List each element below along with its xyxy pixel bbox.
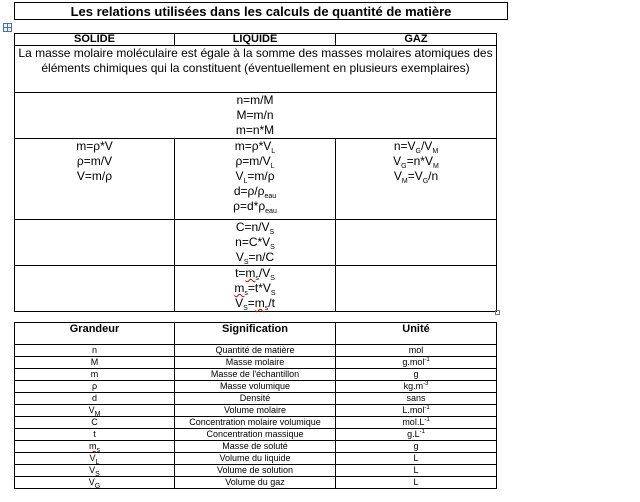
signification-cell: Masse de soluté xyxy=(175,441,336,453)
header-signification: Signification xyxy=(175,323,336,345)
grandeur-cell: M xyxy=(15,357,175,369)
unite-cell: $g.L^{-1}$ xyxy=(336,429,497,441)
formula: $V_M=V_G/n$ xyxy=(393,169,439,185)
unite-cell: $mol.L^{-1}$ xyxy=(336,417,497,429)
liquide-concentration-formulas xyxy=(175,220,336,266)
grandeur-cell: $V_L$ xyxy=(15,453,175,465)
units-row xyxy=(15,405,497,417)
grandeur-cell: t xyxy=(15,429,175,441)
grandeur-cell: m xyxy=(15,369,175,381)
signification-cell: Densité xyxy=(175,393,336,405)
density-row xyxy=(15,139,497,220)
units-header-row xyxy=(15,323,497,345)
formula: $t=m_s/V_S$ xyxy=(235,266,275,282)
formula: M=m/n xyxy=(236,108,274,122)
formula: $n=V_G/V_M$ xyxy=(393,139,439,155)
formula: $d=\rho/\rho_{eau}$ xyxy=(233,184,277,200)
formula: $\rho=d*\rho_{eau}$ xyxy=(233,199,277,215)
signification-cell: Concentration massique xyxy=(175,429,336,441)
header-liquide: LIQUIDE xyxy=(175,34,336,46)
relations-table xyxy=(14,33,497,312)
signification-cell: Volume molaire xyxy=(175,405,336,417)
header-solide: SOLIDE xyxy=(15,34,175,46)
formula: $V_S=n/C$ xyxy=(235,250,275,266)
formula: $m_s=t*V_S$ xyxy=(234,281,276,297)
grandeur-cell: ρ xyxy=(15,381,175,393)
page-title: Les relations utilisées dans les calculs de quantité de matière xyxy=(14,2,508,20)
mass-concentration-row xyxy=(15,266,497,312)
unite-cell: sans xyxy=(336,393,497,405)
formula: m=ρ*V xyxy=(76,139,113,153)
liquide-density-formulas xyxy=(175,139,336,220)
header-unite: Unité xyxy=(336,323,497,345)
units-row xyxy=(15,453,497,465)
formula: $V_L=m/\rho$ xyxy=(235,169,275,185)
formula: $V_G=n*V_M$ xyxy=(393,154,439,170)
signification-cell: Masse molaire xyxy=(175,357,336,369)
units-row xyxy=(15,465,497,477)
unite-cell: L xyxy=(336,453,497,465)
general-formulas xyxy=(175,93,336,139)
general-row xyxy=(15,93,497,139)
unite-cell: L xyxy=(336,477,497,489)
table-move-handle-icon[interactable] xyxy=(3,23,12,32)
signification-cell: Volume du gaz xyxy=(175,477,336,489)
formula: n=m/M xyxy=(236,93,274,107)
units-row xyxy=(15,441,497,453)
grandeur-cell: $V_S$ xyxy=(15,465,175,477)
units-body xyxy=(15,345,497,489)
header-gaz: GAZ xyxy=(336,34,497,46)
signification-cell: Volume de solution xyxy=(175,465,336,477)
formula: ρ=m/V xyxy=(76,154,113,168)
grandeur-cell: $V_M$ xyxy=(15,405,175,417)
grandeur-cell: n xyxy=(15,345,175,357)
relations-header-row xyxy=(15,34,497,46)
definition-row xyxy=(15,46,497,93)
liquide-mass-concentration-formulas xyxy=(175,266,336,312)
formula: m=n*M xyxy=(235,123,275,137)
unite-cell: L.mol$^{-1}$ xyxy=(336,405,497,417)
units-row xyxy=(15,381,497,393)
unite-cell: mol xyxy=(336,345,497,357)
unite-cell: L xyxy=(336,465,497,477)
units-row xyxy=(15,477,497,489)
signification-cell: Concentration molaire volumique xyxy=(175,417,336,429)
units-row xyxy=(15,345,497,357)
units-row xyxy=(15,357,497,369)
unite-cell: $kg.m^{-3}$ xyxy=(336,381,497,393)
units-row xyxy=(15,417,497,429)
unite-cell: g xyxy=(336,441,497,453)
gaz-formulas xyxy=(336,139,497,220)
grandeur-cell: $V_G$ xyxy=(15,477,175,489)
units-table xyxy=(14,322,497,489)
header-grandeur: Grandeur xyxy=(15,323,175,345)
signification-cell: Masse volumique xyxy=(175,381,336,393)
formula: $C=n/V_S$ xyxy=(235,220,275,236)
signification-cell: Volume du liquide xyxy=(175,453,336,465)
formula: $\rho=m/V_L$ xyxy=(235,154,275,170)
formula: $V_S=m_s/t$ xyxy=(235,296,275,312)
units-row xyxy=(15,369,497,381)
units-row xyxy=(15,393,497,405)
concentration-row xyxy=(15,220,497,266)
formula: $n=C*V_S$ xyxy=(235,235,275,251)
solide-formulas xyxy=(15,139,175,220)
formula: V=m/ρ xyxy=(76,169,113,183)
formula: $m=\rho*V_L$ xyxy=(234,139,276,155)
grandeur-cell: $m_s$ xyxy=(15,441,175,453)
grandeur-cell: d xyxy=(15,393,175,405)
units-row xyxy=(15,429,497,441)
unite-cell: g.mol$^{-1}$ xyxy=(336,357,497,369)
signification-cell: Masse de l'échantillon xyxy=(175,369,336,381)
molar-mass-definition: La masse molaire moléculaire est égale à la somme des masses molaires atomiques des éléments chimiques qui la constituent (éventuellement en plusieurs exemplaires) xyxy=(15,46,497,93)
unite-cell: g xyxy=(336,369,497,381)
signification-cell: Quantité de matière xyxy=(175,345,336,357)
table-resize-handle[interactable] xyxy=(495,310,500,315)
grandeur-cell: C xyxy=(15,417,175,429)
